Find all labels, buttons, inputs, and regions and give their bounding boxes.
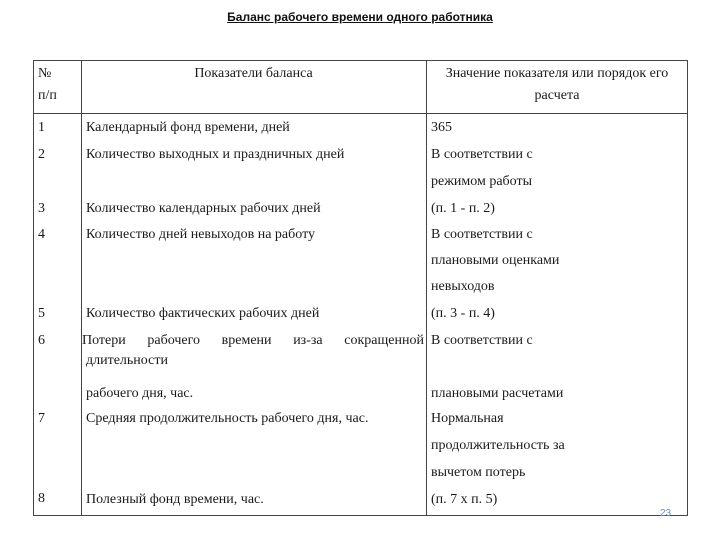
document-title: Баланс рабочего времени одного работника <box>227 10 493 24</box>
row-value: невыходов <box>431 279 495 294</box>
header-value-line1: Значение показателя или порядок его <box>445 66 669 81</box>
indicator-word: из-за <box>293 333 323 348</box>
row-num: 2 <box>38 147 45 162</box>
row-value: В соответствии с <box>431 227 533 242</box>
row-value: Нормальная <box>431 411 504 426</box>
row-value: (п. 7 х п. 5) <box>431 492 498 507</box>
page-number: 23 <box>660 508 672 519</box>
column-divider <box>426 61 427 515</box>
row-indicator: Количество календарных рабочих дней <box>86 201 321 216</box>
row-num: 3 <box>38 201 45 216</box>
row-num: 7 <box>38 411 45 426</box>
row-value: (п. 3 - п. 4) <box>431 306 495 321</box>
row-num: 1 <box>38 120 45 135</box>
row-num: 5 <box>38 306 45 321</box>
row-value: 365 <box>431 120 452 135</box>
row-indicator-line3: рабочего дня, час. <box>86 386 194 401</box>
header-divider <box>34 113 687 114</box>
header-value-line2: расчета <box>534 88 580 103</box>
row-value: В соответствии с <box>431 333 533 348</box>
row-value: (п. 1 - п. 2) <box>431 201 495 216</box>
row-num: 8 <box>38 491 45 506</box>
row-value: продолжительность за <box>431 438 565 453</box>
row-indicator-justified <box>82 330 424 352</box>
row-indicator-line2: длительности <box>86 353 168 368</box>
row-indicator: Количество выходных и праздничных дней <box>86 147 345 162</box>
row-indicator: Количество дней невыходов на работу <box>86 227 316 242</box>
header-num-line2: п/п <box>38 88 57 103</box>
header-num-line1: № <box>38 66 52 81</box>
row-indicator: Средняя продолжительность рабочего дня, час. <box>86 411 369 426</box>
header-indicator: Показатели баланса <box>194 66 313 81</box>
row-value: В соответствии с <box>431 147 533 162</box>
indicator-word: Потери <box>82 333 126 348</box>
indicator-word: времени <box>221 333 272 348</box>
row-value: плановыми расчетами <box>431 386 564 401</box>
balance-table <box>33 60 688 516</box>
row-num: 4 <box>38 227 45 242</box>
row-indicator: Количество фактических рабочих дней <box>86 306 320 321</box>
row-indicator: Полезный фонд времени, час. <box>86 492 264 507</box>
row-value: режимом работы <box>431 174 533 189</box>
row-indicator: Календарный фонд времени, дней <box>86 120 290 135</box>
row-num: 6 <box>38 333 45 348</box>
row-value: плановыми оценками <box>431 253 560 268</box>
indicator-word: сокращенной <box>344 333 424 348</box>
column-divider <box>81 61 82 515</box>
indicator-word: рабочего <box>147 333 201 348</box>
row-value: вычетом потерь <box>431 465 526 480</box>
